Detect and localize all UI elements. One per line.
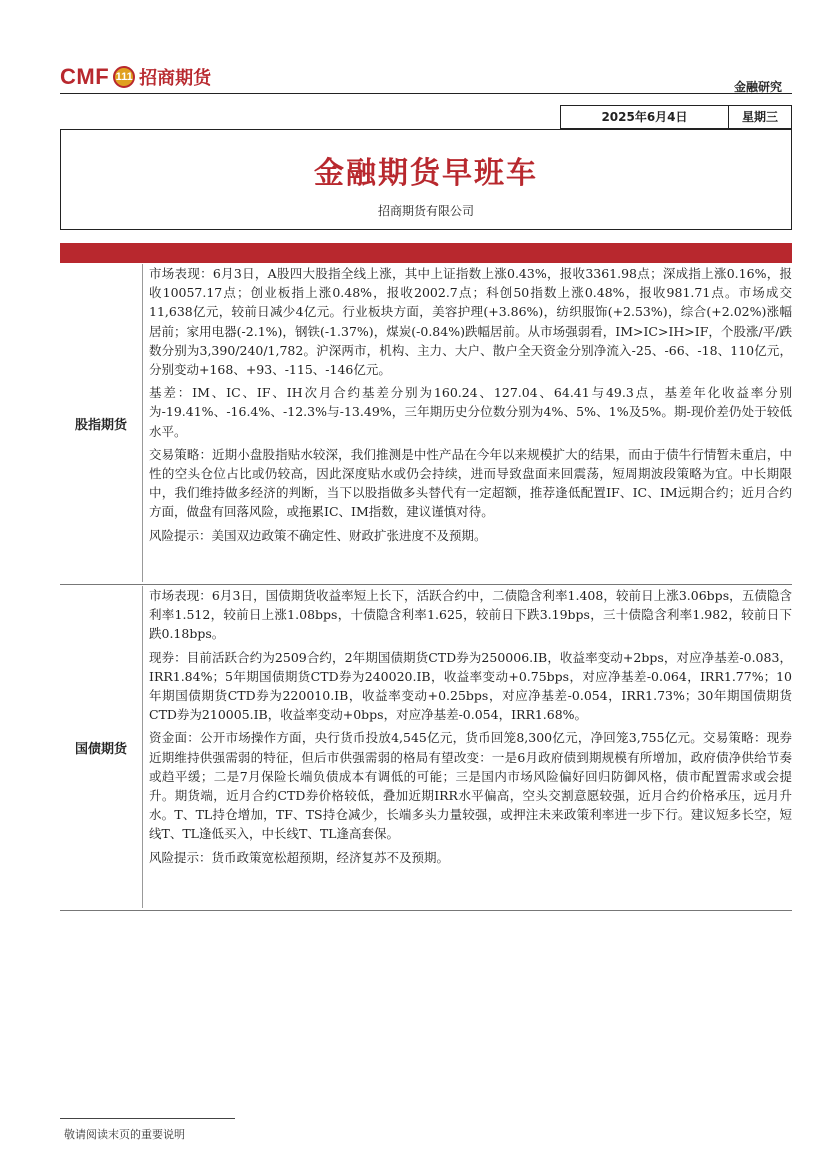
date-box: [560, 105, 792, 129]
section-stock-index-futures: [60, 264, 792, 582]
paragraph-market: 市场表现：6月3日，国债期货收益率短上长下，活跃合约中，二债隐含利率1.408，较前日上涨3.06bps，五债隐含利率1.512，较前日上涨1.08bps，十债隐含利率1.625，较前日下跌3.19bps，三十债隐含利率1.982，较前日下跌0.18bps。: [149, 588, 792, 642]
report-date: 2025年6月4日: [561, 106, 729, 128]
paragraph-strategy: 交易策略：近期小盘股指贴水较深，我们推测是中性产品在今年以来规模扩大的结果，而由于债牛行情暂未重启，中性的空头仓位占比或仍较高，因此深度贴水或仍会持续，进而导致盘面来回震荡，短周期波段策略为宜。中长期限中，我们维持做多经济的判断，当下以股指做多头替代有一定超额，推荐逢低配置IF、IC、IM远期合约；近月合约方面，做盘有回落风险，或拖累IC、IM指数，建议谨慎对待。: [149, 446, 792, 520]
paragraph-market: 市场表现：6月3日，A股四大股指全线上涨，其中上证指数上涨0.43%，报收3361.98点；深成指上涨0.16%，报收10057.17点；创业板指上涨0.48%，报收2002.7点；科创50指数上涨0.48%，报收981.71点。市场成交11,638亿元，较前日减少4亿元。行业板块方面，美容护理(+3.86%)，纺织服饰(+2.53%)，综合(+2.02%)涨幅居前；家用电器(-2.1%)，钢铁(-1.37%)，煤炭(-0.84%)跌幅居前。从市场强弱看，IM>IC>IH>IF，个股涨/平/跌数分别为3,390/240/1,782。沪深两市，机构、主力、大户、散户全天资金分别净流入-25、-66、-18、110亿元，分别变动+168、+93、-115、-146亿元。: [149, 266, 792, 378]
report-weekday: 星期三: [741, 110, 778, 124]
section-header-bar: [60, 243, 792, 263]
section-label: 国债期货: [60, 586, 143, 908]
logo-chinese-text: 招商期货: [139, 68, 212, 89]
footer-divider: [60, 1118, 235, 1119]
title-box: [60, 129, 792, 230]
company-name: 招商期货有限公司: [377, 204, 474, 218]
paragraph-spot: 现券：目前活跃合约为2509合约，2年期国债期货CTD券为250006.IB，收益率变动+2bps，对应净基差-0.083，IRR1.84%；5年期国债期货CTD券为240020.IB，收益率变动+0.75bps，对应净基差-0.064，IRR1.77%；10年期国债期货CTD券为220010.IB，收益率变动+0.25bps，对应净基差-0.054，IRR1.73%；30年期国债期货CTD券为210005.IB，收益率变动+0bps，对应净基差-0.054，IRR1.68%。: [149, 649, 792, 723]
section-label: 股指期货: [60, 264, 143, 582]
paragraph-risk: 风险提示：货币政策宽松超预期，经济复苏不及预期。: [149, 849, 450, 865]
section-divider: [60, 910, 792, 911]
footer-note: 敬请阅读末页的重要说明: [64, 1128, 185, 1141]
paragraph-risk: 风险提示：美国双边政策不确定性、财政扩张进度不及预期。: [149, 527, 487, 543]
header-divider: [60, 93, 792, 94]
section-body: [143, 264, 792, 582]
section-treasury-futures: [60, 586, 792, 908]
section-body: [143, 586, 792, 908]
paragraph-liquidity-strategy: 资金面：公开市场操作方面，央行货币投放4,545亿元，货币回笼8,300亿元，净回笼3,755亿元。交易策略：现券近期维持供强需弱的特征，但后市供强需弱的格局有望改变：一是6月政府债到期规模有所增加，政府债净供给节奏或趋平缓；二是7月保险长端负债成本有调低的可能；三是国内市场风险偏好回归防御风格，债市配置需求或会提升。期货端，近月合约CTD券价格较低，叠加近期IRR水平偏高，空头交割意愿较强，近月合约价格承压，远月升水。T、TL持仓增加，TF、TS持仓减少，长端多头力量较强，或押注未来政策利率进一步下行。建议短多长空，短线T、TL逢低买入，中长线T、TL逢高套保。: [149, 730, 792, 842]
section-divider: [60, 584, 792, 585]
page-title: 金融期货早班车: [314, 156, 538, 191]
company-logo: [60, 64, 211, 90]
logo-badge-icon: 111: [113, 66, 135, 88]
logo-cmf-text: CMF: [60, 64, 110, 89]
paragraph-basis: 基差：IM、IC、IF、IH次月合约基差分别为160.24、127.04、64.41与49.3点，基差年化收益率分别为-19.41%、-16.4%、-12.3%与-13.49%，三年期历史分位数分别为4%、5%、1%及5%。期-现价差仍处于较低水平。: [149, 385, 792, 439]
report-category: 金融研究: [733, 80, 782, 94]
